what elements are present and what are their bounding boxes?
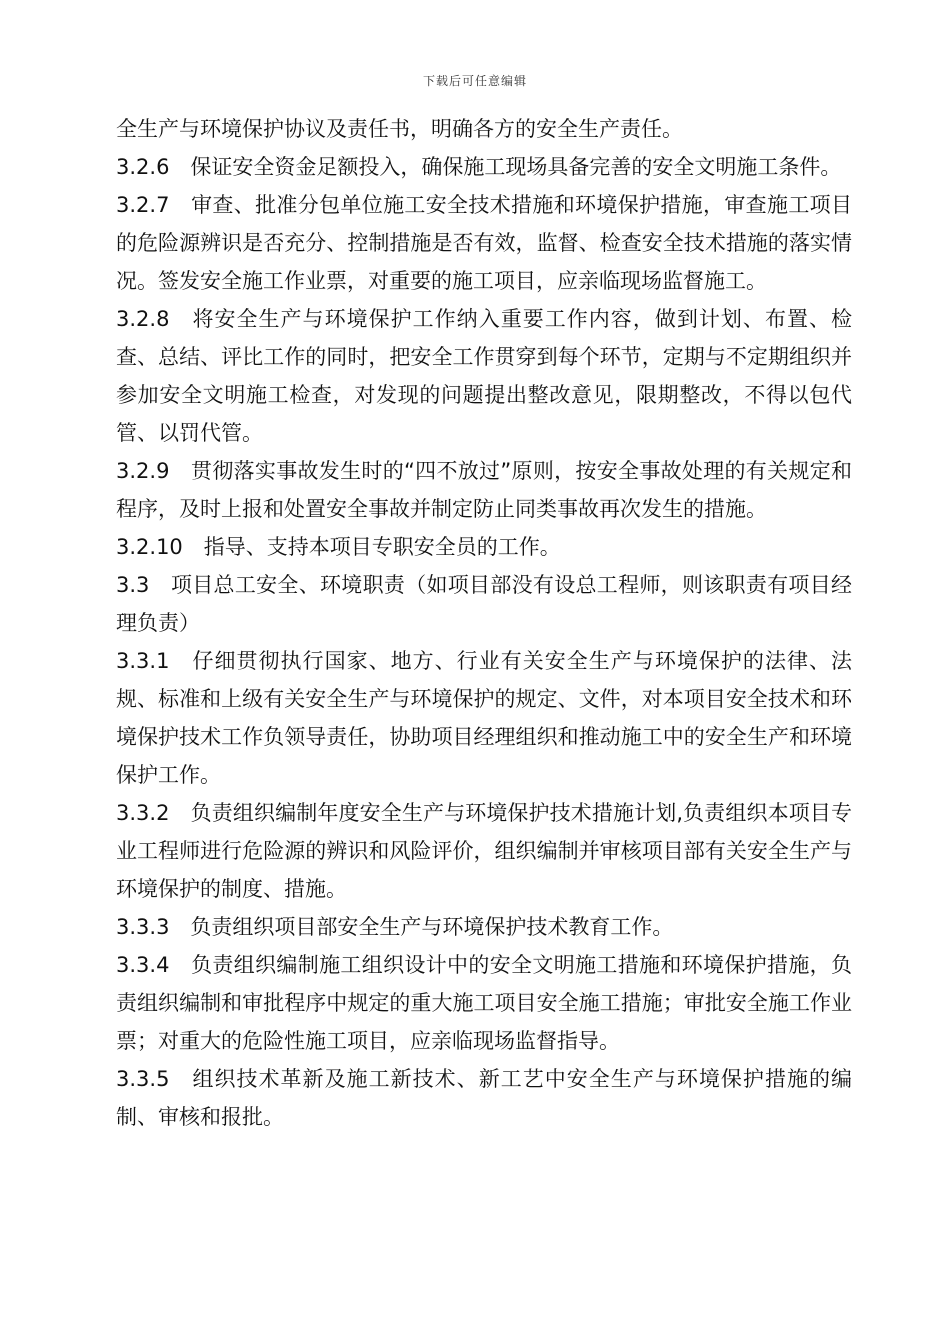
page-header: 下载后可任意编辑 (422, 74, 527, 88)
paragraph: 3.2.6 保证安全资金足额投入，确保施工现场具备完善的安全文明施工条件。 (116, 155, 842, 179)
paragraph: 3.2.10 指导、支持本项目专职安全员的工作。 (116, 535, 561, 559)
document-body (116, 110, 852, 1136)
paragraph: 3.3 项目总工安全、环境职责（如项目部没有设总工程师，则该职责有项目经理负责） (116, 573, 852, 635)
paragraph: 3.2.8 将安全生产与环境保护工作纳入重要工作内容，做到计划、布置、检查、总结、评比工作的同时，把安全工作贯穿到每个环节，定期与不定期组织并参加安全文明施工检查，对发现的问题提出整改意见，限期整改，不得以包代管、以罚代管。 (116, 307, 852, 445)
paragraph: 3.3.2 负责组织编制年度安全生产与环境保护技术措施计划,负责组织本项目专业工程师进行危险源的辨识和风险评价，组织编制并审核项目部有关安全生产与环境保护的制度、措施。 (116, 801, 852, 901)
paragraph: 全生产与环境保护协议及责任书，明确各方的安全生产责任。 (116, 117, 683, 141)
paragraph: 3.3.5 组织技术革新及施工新技术、新工艺中安全生产与环境保护措施的编制、审核和报批。 (116, 1067, 852, 1129)
paragraph: 3.2.9 贯彻落实事故发生时的“四不放过”原则，按安全事故处理的有关规定和程序，及时上报和处置安全事故并制定防止同类事故再次发生的措施。 (116, 459, 852, 521)
paragraph: 3.3.1 仔细贯彻执行国家、地方、行业有关安全生产与环境保护的法律、法规、标准和上级有关安全生产与环境保护的规定、文件，对本项目安全技术和环境保护技术工作负领导责任，协助项目经理组织和推动施工中的安全生产和环境保护工作。 (116, 649, 852, 787)
paragraph: 3.3.4 负责组织编制施工组织设计中的安全文明施工措施和环境保护措施，负责组织编制和审批程序中规定的重大施工项目安全施工措施；审批安全施工作业票；对重大的危险性施工项目，应亲临现场监督指导。 (116, 953, 852, 1053)
paragraph: 3.3.3 负责组织项目部安全生产与环境保护技术教育工作。 (116, 915, 674, 939)
paragraph: 3.2.7 审查、批准分包单位施工安全技术措施和环境保护措施，审查施工项目的危险源辨识是否充分、控制措施是否有效，监督、检查安全技术措施的落实情况。签发安全施工作业票，对重要的施工项目，应亲临现场监督施工。 (116, 193, 852, 293)
